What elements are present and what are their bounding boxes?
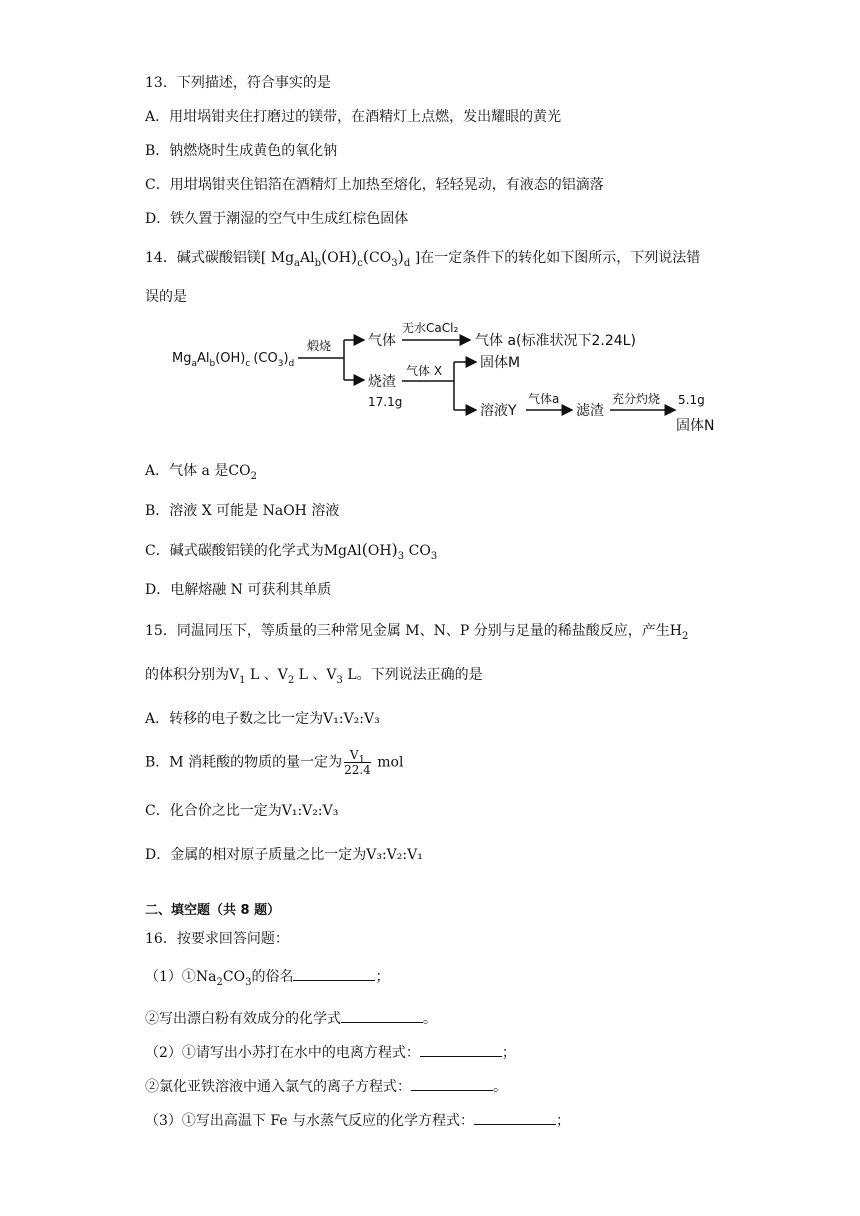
answer-blank[interactable] bbox=[341, 1010, 423, 1023]
q14-option-d: D．电解熔融 N 可获利其单质 bbox=[145, 582, 332, 598]
diagram-gas: 气体 bbox=[368, 333, 396, 349]
answer-blank[interactable] bbox=[293, 968, 375, 981]
q15-option-a: A．转移的电子数之比一定为V₁:V₂:V₃ bbox=[145, 711, 380, 727]
diagram-start-formula: $Mg_aAl_b(OH)_c$ $(CO_3)_d$ bbox=[172, 351, 295, 369]
q15-option-b: B．M 消耗酸的物质的量一定为 $\frac{V_1}{22.4}$ mol bbox=[145, 748, 404, 777]
q14-option-b: B．溶液 X 可能是 NaOH 溶液 bbox=[145, 503, 340, 519]
diagram-label-gas-a2: 气体a bbox=[528, 392, 560, 406]
q14-option-c: C．碱式碳酸铝镁的化学式为$MgAl(OH)_3$ $CO_3$ bbox=[145, 540, 438, 562]
diagram-label-gas-x: 气体 X bbox=[406, 364, 443, 378]
q14-stem-line2: 误的是 bbox=[145, 289, 187, 305]
diagram-label-calcine: 煅烧 bbox=[307, 339, 332, 353]
diagram-residue: 烧渣 bbox=[368, 374, 396, 390]
q14-formula: $Mg_aAl_b(OH)_c(CO_3)_d$ bbox=[270, 247, 411, 269]
diagram-mass-n: 5.1g bbox=[678, 393, 705, 407]
q13-option-b: B．钠燃烧时生成黄色的氧化钠 bbox=[145, 143, 338, 159]
q14-flow-diagram bbox=[170, 318, 730, 443]
q15-stem-line2: 的体积分别为$V_1$ L 、$V_2$ L 、$V_3$ L。下列说法正确的是 bbox=[145, 667, 483, 686]
q16-stem: 16．按要求回答问题： bbox=[145, 931, 289, 947]
q15-stem: 15．同温同压下，等质量的三种常见金属 M、N、P 分别与足量的稀盐酸反应，产生$H_2$ bbox=[145, 623, 689, 642]
q13-option-a: A．用坩埚钳夹住打磨过的镁带，在酒精灯上点燃，发出耀眼的黄光 bbox=[145, 109, 562, 125]
answer-blank[interactable] bbox=[420, 1044, 502, 1057]
q16-part1a: $(1)①Na_2CO_3$的俗名 ； bbox=[145, 969, 390, 988]
diagram-residue-mass: 17.1g bbox=[368, 395, 403, 409]
diagram-solid-n: 固体N bbox=[676, 418, 715, 434]
q14-stem: 14．碱式碳酸铝镁[ $Mg_aAl_b(OH)_c(CO_3)_d$ ]在一定条件下的转化如下图所示，下列说法错 bbox=[145, 247, 701, 269]
q15-option-d: D．金属的相对原子质量之比一定为V₃:V₂:V₁ bbox=[145, 847, 423, 863]
section-heading: 二、填空题（共 8 题） bbox=[145, 903, 281, 918]
answer-blank[interactable] bbox=[474, 1112, 556, 1125]
q13-option-d: D．铁久置于潮湿的空气中生成红棕色固体 bbox=[145, 211, 409, 227]
q16-part2b: ②氯化亚铁溶液中通入氯气的离子方程式： 。 bbox=[145, 1079, 507, 1095]
q16-part2a: （2）①请写出小苏打在水中的电离方程式： ； bbox=[145, 1045, 516, 1061]
q14-option-a: A．气体 a 是$CO_2$ bbox=[145, 463, 257, 482]
diagram-gas-a: 气体 a(标准状况下2.24L) bbox=[475, 333, 636, 349]
q15-option-c: C．化合价之比一定为V₁:V₂:V₃ bbox=[145, 803, 339, 819]
q13-stem: 13．下列描述，符合事实的是 bbox=[145, 75, 331, 91]
diagram-solid-m: 固体M bbox=[480, 355, 521, 371]
answer-blank[interactable] bbox=[411, 1078, 493, 1091]
q16-part3a: （3）①写出高温下 Fe 与水蒸气反应的化学方程式： ； bbox=[145, 1113, 571, 1129]
diagram-solution-y: 溶液Y bbox=[480, 403, 517, 419]
diagram-label-full-burn: 充分灼烧 bbox=[612, 392, 661, 406]
diagram-filter-residue: 滤渣 bbox=[576, 403, 604, 419]
q16-part1b: ②写出漂白粉有效成分的化学式 。 bbox=[145, 1011, 437, 1027]
q13-option-c: C．用坩埚钳夹住铝箔在酒精灯上加热至熔化，轻轻晃动，有液态的铝滴落 bbox=[145, 177, 604, 193]
q15-fraction: $\frac{V_1}{22.4}$ bbox=[344, 748, 371, 777]
diagram-label-cacl2: 无水CaCl₂ bbox=[402, 321, 459, 335]
